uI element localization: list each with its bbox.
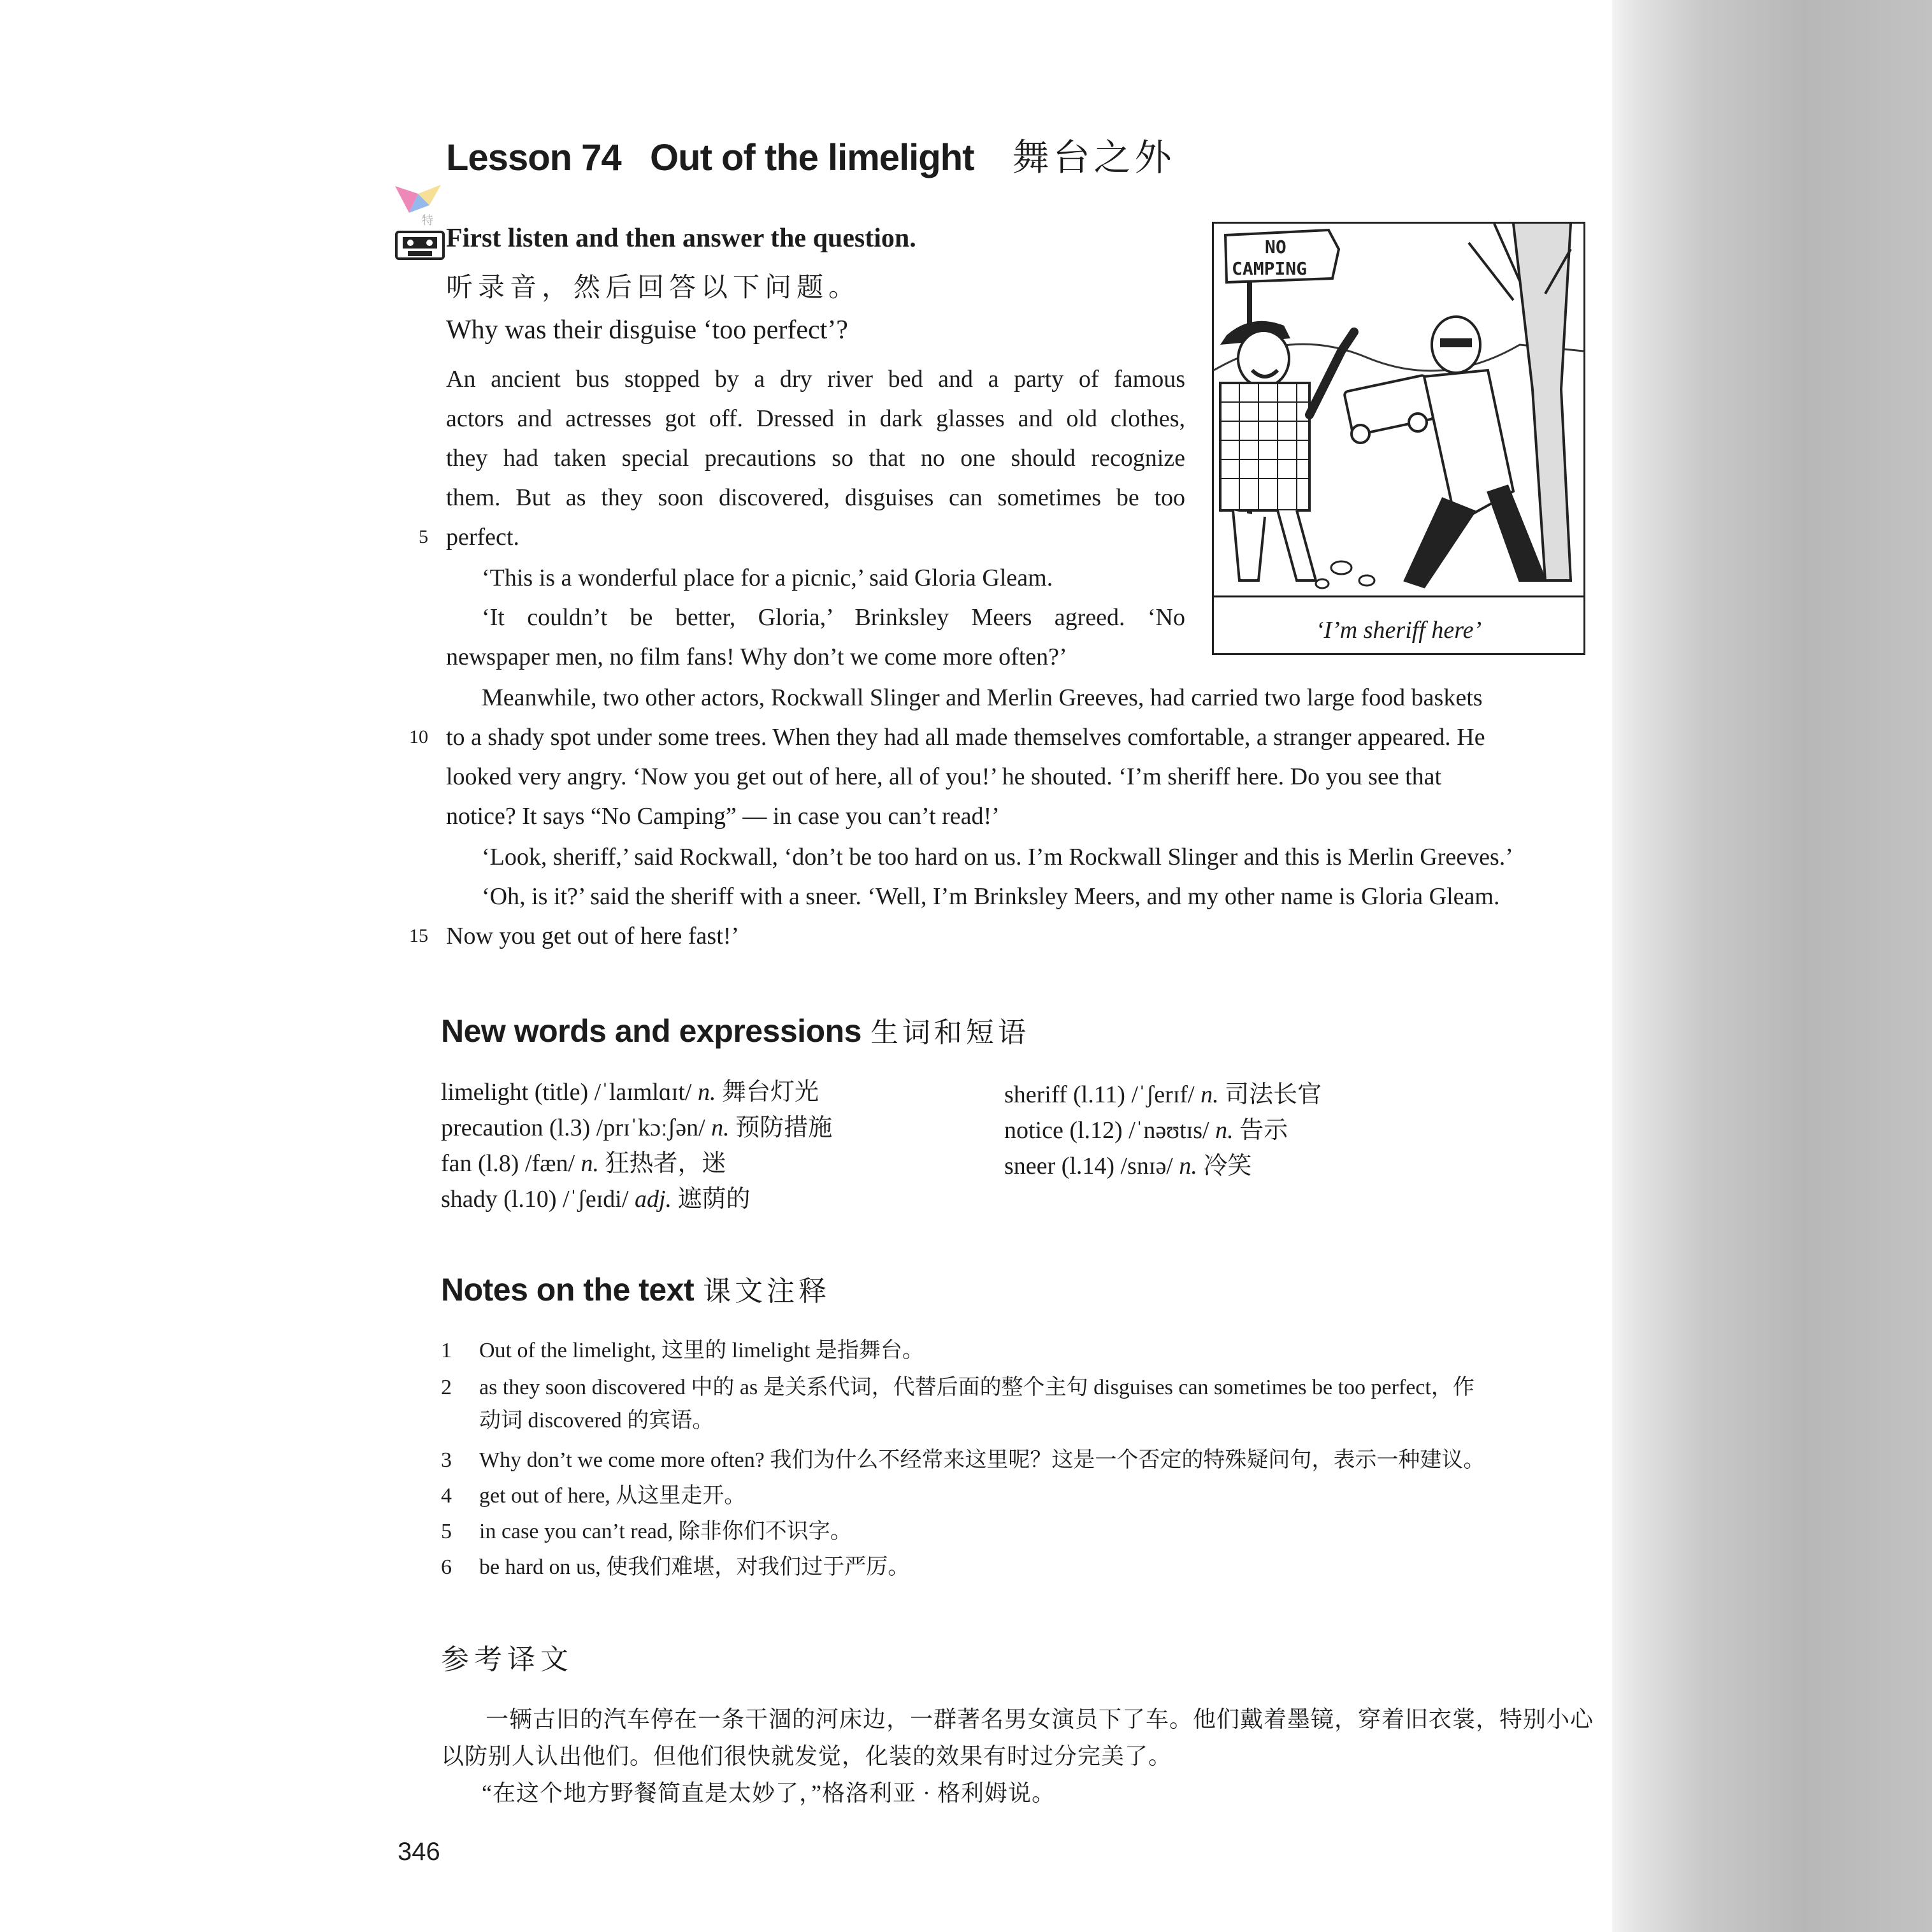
vocab-pos: n. xyxy=(580,1150,600,1177)
cartoon-drawing xyxy=(1214,224,1583,653)
page-number: 346 xyxy=(398,1838,440,1866)
vocab-meaning: 冷笑 xyxy=(1197,1153,1252,1179)
vocab-entry xyxy=(1004,1113,1288,1148)
note-item xyxy=(441,1371,1474,1404)
note-text: in case you can’t read, 除非你们不识字。 xyxy=(479,1520,852,1543)
passage-line: they had taken special precautions so that no one should recognize xyxy=(446,445,1185,472)
vocab-word: sneer (l.14) /snɪə/ xyxy=(1004,1153,1179,1179)
passage-line: notice? It says “No Camping” — in case you can’t read!’ xyxy=(446,803,1000,830)
vocab-pos: n. xyxy=(1179,1153,1197,1179)
passage-line: ‘Look, sheriff,’ said Rockwall, ‘don’t be too hard on us. I’m Rockwall Slinger and this is Merlin Greeves.’ xyxy=(482,844,1513,870)
passage-line: perfect. xyxy=(446,524,519,551)
lesson-title xyxy=(446,127,1175,181)
cassette-tape-icon xyxy=(395,229,445,261)
passage-line: to a shady spot under some trees. When they had all made themselves comfortable, a stranger appeared. He xyxy=(446,724,1485,751)
notes-heading-zh: 课文注释 xyxy=(703,1275,831,1308)
page-gutter-shadow xyxy=(1612,0,1932,1932)
note-text: Out of the limelight, 这里的 limelight 是指舞台。 xyxy=(479,1339,924,1362)
note-number: 6 xyxy=(441,1555,452,1579)
comprehension-question: Why was their disguise ‘too perfect’? xyxy=(446,315,848,345)
vocab-meaning: 告示 xyxy=(1233,1117,1288,1144)
vocab-entry xyxy=(441,1146,726,1181)
vocab-pos: n. xyxy=(1215,1117,1234,1144)
note-number: 3 xyxy=(441,1448,452,1472)
lesson-title-en: Lesson 74 Out of the limelight xyxy=(446,137,974,178)
instruction-english: First listen and then answer the question. xyxy=(446,224,916,253)
note-text: get out of here, 从这里走开。 xyxy=(479,1484,746,1508)
vocab-meaning: 狂热者，迷 xyxy=(599,1150,726,1177)
translation-line: 一辆古旧的汽车停在一条干涸的河床边，一群著名男女演员下了车。他们戴着墨镜，穿着旧衣裳，特别小心 xyxy=(486,1706,1594,1732)
vocab-pos: adj. xyxy=(634,1186,672,1213)
note-item xyxy=(441,1334,924,1367)
vocab-word: precaution (l.3) /prɪˈkɔːʃən/ xyxy=(441,1114,712,1141)
vocab-word: limelight (title) /ˈlaɪmlɑɪt/ xyxy=(441,1079,698,1106)
passage-line: ‘It couldn’t be better, Gloria,’ Brinksley Meers agreed. ‘No xyxy=(482,604,1185,631)
vocab-entry xyxy=(1004,1077,1322,1113)
vocab-meaning: 司法长官 xyxy=(1218,1081,1322,1108)
note-number: 2 xyxy=(441,1376,452,1399)
vocab-pos: n. xyxy=(1200,1081,1219,1108)
sign-text-no: NO xyxy=(1265,236,1287,257)
vocab-word: fan (l.8) /fæn/ xyxy=(441,1150,581,1177)
vocab-pos: n. xyxy=(697,1079,716,1106)
passage-line: Meanwhile, two other actors, Rockwall Slinger and Merlin Greeves, had carried two large food baskets xyxy=(482,684,1483,711)
notes-heading-en: Notes on the text xyxy=(441,1272,695,1308)
vocab-entry xyxy=(441,1110,832,1146)
passage-line: actors and actresses got off. Dressed in dark glasses and old clothes, xyxy=(446,405,1185,432)
instruction-chinese: 听录音，然后回答以下问题。 xyxy=(446,273,861,303)
line-number: 10 xyxy=(409,726,428,747)
passage-line: Now you get out of here fast!’ xyxy=(446,923,740,949)
new-words-heading-en: New words and expressions xyxy=(441,1013,861,1049)
note-number: 4 xyxy=(441,1484,452,1508)
publisher-logo-icon xyxy=(390,180,447,231)
vocab-entry xyxy=(441,1074,819,1110)
line-number: 5 xyxy=(419,526,428,547)
note-text: be hard on us, 使我们难堪，对我们过于严厉。 xyxy=(479,1555,910,1579)
note-item xyxy=(441,1480,746,1513)
note-number: 5 xyxy=(441,1520,452,1543)
illustration-caption: ‘I’m sheriff here’ xyxy=(1315,617,1482,644)
svg-text:特: 特 xyxy=(422,214,433,227)
note-item xyxy=(441,1404,714,1438)
translation-line: “在这个地方野餐简直是太妙了，”格洛利亚 · 格利姆说。 xyxy=(482,1780,1055,1806)
note-text: 动词 discovered 的宾语。 xyxy=(479,1409,714,1432)
vocab-meaning: 预防措施 xyxy=(729,1114,833,1141)
vocab-entry xyxy=(1004,1148,1251,1184)
line-number: 15 xyxy=(409,925,428,946)
note-text: Why don’t we come more often? 我们为什么不经常来这里呢？这是一个否定的特殊疑问句，表示一种建议。 xyxy=(479,1448,1485,1472)
note-item xyxy=(441,1551,909,1584)
note-text: as they soon discovered 中的 as 是关系代词，代替后面的整个主句 disguises can sometimes be too perfect，作 xyxy=(479,1376,1474,1399)
vocab-word: sheriff (l.11) /ˈʃerɪf/ xyxy=(1004,1081,1201,1108)
passage-line: ‘This is a wonderful place for a picnic,’ said Gloria Gleam. xyxy=(482,565,1053,591)
note-item xyxy=(441,1444,1485,1477)
note-number: 1 xyxy=(441,1339,452,1362)
notes-heading xyxy=(441,1268,830,1309)
vocab-word: shady (l.10) /ˈʃeɪdi/ xyxy=(441,1186,635,1213)
new-words-heading-zh: 生词和短语 xyxy=(870,1016,1030,1049)
passage-line: looked very angry. ‘Now you get out of here, all of you!’ he shouted. ‘I’m sheriff here. Do you see that xyxy=(446,763,1442,790)
lesson-title-zh: 舞台之外 xyxy=(1012,137,1176,178)
note-item xyxy=(441,1515,852,1548)
sign-text-camping: CAMPING xyxy=(1232,258,1308,279)
vocab-word: notice (l.12) /ˈnəʊtɪs/ xyxy=(1004,1117,1216,1144)
passage-line: ‘Oh, is it?’ said the sheriff with a sneer. ‘Well, I’m Brinksley Meers, and my other name is Gloria Gleam. xyxy=(482,883,1500,910)
passage-line: An ancient bus stopped by a dry river bed and a party of famous xyxy=(446,366,1185,393)
passage-line: them. But as they soon discovered, disguises can sometimes be too xyxy=(446,484,1185,511)
vocab-pos: n. xyxy=(711,1114,730,1141)
vocab-meaning: 舞台灯光 xyxy=(716,1079,819,1106)
new-words-heading xyxy=(441,1009,1030,1050)
vocab-entry xyxy=(441,1181,751,1217)
cartoon-illustration xyxy=(1212,222,1585,655)
reference-translation-heading: 参考译文 xyxy=(441,1644,573,1675)
translation-line: 以防别人认出他们。但他们很快就发觉，化装的效果有时过分完美了。 xyxy=(441,1743,1172,1769)
passage-line: newspaper men, no film fans! Why don’t we come more often?’ xyxy=(446,644,1067,670)
vocab-meaning: 遮荫的 xyxy=(672,1186,751,1213)
